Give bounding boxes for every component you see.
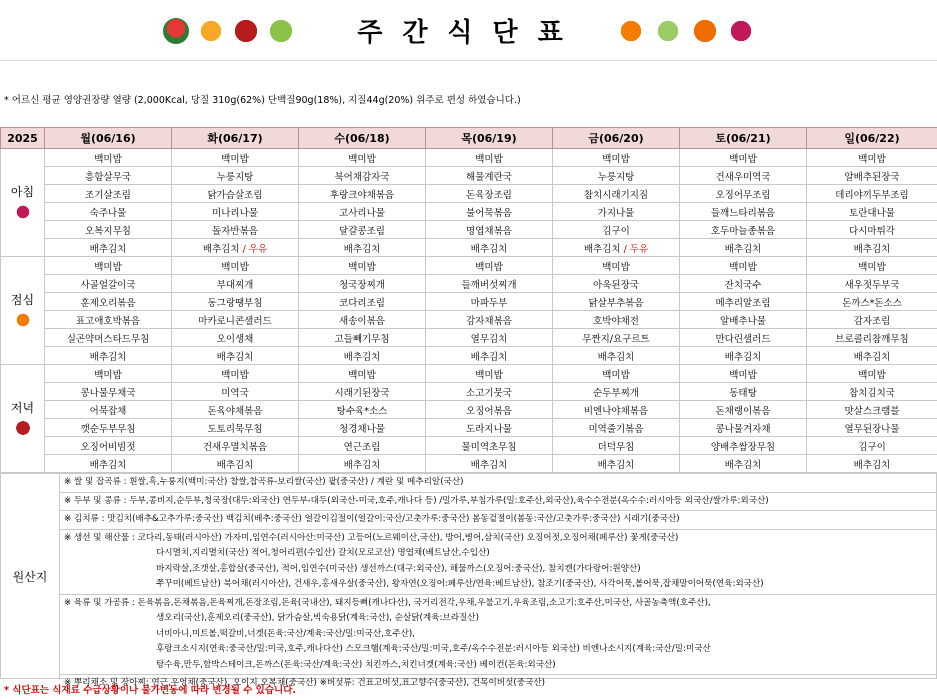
menu-cell: 백미밥 [299, 257, 426, 275]
menu-cell: 실곤약머스타드무침 [45, 329, 172, 347]
dish-name: 배추김치 [202, 243, 240, 255]
menu-row [1, 365, 937, 383]
menu-cell: 시래기된장국 [299, 383, 426, 401]
menu-cell: 연근조림 [299, 437, 426, 455]
menu-cell: 토란대나물 [807, 203, 937, 221]
menu-cell: 더덕무침 [553, 437, 680, 455]
menu-cell: 배추김치 [172, 347, 299, 365]
menu-cell: 배추김치 [45, 455, 172, 473]
day-header: 목(06/19) [426, 128, 553, 149]
menu-cell: 동태탕 [680, 383, 807, 401]
menu-cell: 알배추나물 [680, 311, 807, 329]
menu-cell: 후랑크야채볶음 [299, 185, 426, 203]
meal-label: 아침 [10, 184, 35, 199]
menu-cell: 다시마튀각 [807, 221, 937, 239]
day-header: 수(06/18) [299, 128, 426, 149]
menu-cell: 무짠지/요구르트 [553, 329, 680, 347]
separator: / [239, 243, 249, 255]
menu-cell: 새우젓두부국 [807, 275, 937, 293]
title-bar [0, 0, 937, 61]
menu-cell: 감자채볶음 [426, 311, 553, 329]
menu-cell: 비엔나야채볶음 [553, 401, 680, 419]
menu-cell: 해물계란국 [426, 167, 553, 185]
menu-cell: 데리야끼두부조림 [807, 185, 937, 203]
day-header: 일(06/22) [807, 128, 937, 149]
menu-cell: 마카로니콘샐러드 [172, 311, 299, 329]
menu-row [1, 275, 937, 293]
menu-cell: 탕수육*소스 [299, 401, 426, 419]
menu-cell: 배추김치 [45, 239, 172, 257]
menu-cell: 오복지무침 [45, 221, 172, 239]
menu-row [1, 167, 937, 185]
menu-cell: 알배추된장국 [807, 167, 937, 185]
menu-cell: 배추김치 [807, 455, 937, 473]
origin-line: ※ 김치류 : 맛김치(배추&고추가루:중국산) 백김치(배추:중국산) 얼갈이김절이(얼갈이:국산/고춧가루:중국산) 봄동겉절이(봄동:국산/고춧가루:중국산) 시래기(중국산) [64, 514, 680, 524]
origin-label: 원산지 [0, 473, 60, 679]
menu-cell: 백미밥 [553, 149, 680, 167]
origin-line: 생오리(국산),훈제오리(중국산), 닭가슴살,빅숙용닭(계육:국산), 순살닭(계육:브라질산) [156, 613, 479, 623]
menu-cell: 닭살부추볶음 [553, 293, 680, 311]
menu-cell: 표고애호박볶음 [45, 311, 172, 329]
menu-cell: 미역줄기볶음 [553, 419, 680, 437]
menu-cell: 오징어볶음 [426, 401, 553, 419]
origin-line: 후랑크소시지(연육:중국산/밀:미국,호주,캐나다산) 스모크햄(계육:국산/밀:미국,호주/옥수수전분:러시아등 외국산) 비엔나소시지(계육:국산/밀:미국산 [156, 644, 711, 654]
menu-cell: 백미밥 [426, 149, 553, 167]
raspberry-icon [728, 18, 754, 44]
menu-cell: 백미밥 [172, 149, 299, 167]
menu-cell: 동그랑땡부침 [172, 293, 299, 311]
grapes-icon [655, 18, 681, 44]
menu-cell: 백미밥 [426, 257, 553, 275]
menu-cell: 백미밥 [299, 149, 426, 167]
menu-cell: 호박야채전 [553, 311, 680, 329]
menu-cell: 물미역초무침 [426, 437, 553, 455]
dish-name: 배추김치 [583, 243, 621, 255]
menu-row [1, 401, 937, 419]
menu-cell: 백미밥 [680, 257, 807, 275]
origin-row [60, 530, 936, 595]
menu-row [1, 347, 937, 365]
menu-cell: 배추김치 [553, 455, 680, 473]
menu-cell: 배추김치 [299, 347, 426, 365]
menu-cell: 메추리알조림 [680, 293, 807, 311]
menu-cell: 김구이 [553, 221, 680, 239]
menu-row [1, 203, 937, 221]
menu-cell: 백미밥 [680, 365, 807, 383]
lime-icon [268, 18, 294, 44]
menu-cell: 코다리조림 [299, 293, 426, 311]
menu-cell: 순두부찌개 [553, 383, 680, 401]
menu-cell: 배추김치 [426, 239, 553, 257]
origin-line: 다시멸치,지리멸치(국산) 적어,청어리편(수입산) 갈치(모로코산) 명엽채(베트남산,수입산) [156, 548, 490, 558]
origin-line: ※ 두부 및 콩류 : 두부,콩비지,순두부,청국장(대두:외국산) 연두부-대두(외국산-미국,호주,캐나다 등) /밀가루,부침가루(밀:호주산,외국산),육수수전분(옥수수:러시아등 외국산/쌀가루:외국산) [64, 495, 769, 506]
day-header: 토(06/21) [680, 128, 807, 149]
day-header: 화(06/17) [172, 128, 299, 149]
menu-cell: 백미밥 [553, 365, 680, 383]
origin-row [60, 474, 936, 493]
menu-cell: 김구이 [807, 437, 937, 455]
raspberry-icon [15, 204, 31, 220]
menu-cell [553, 239, 680, 257]
meal-label-cell [1, 365, 45, 473]
orange-icon [692, 18, 718, 44]
menu-cell: 닭가슴살조림 [172, 185, 299, 203]
menu-cell: 조기살조림 [45, 185, 172, 203]
menu-cell: 고사리나물 [299, 203, 426, 221]
menu-row [1, 221, 937, 239]
menu-cell [172, 239, 299, 257]
menu-cell: 배추김치 [680, 347, 807, 365]
menu-cell: 오이생채 [172, 329, 299, 347]
menu-cell: 도토리묵무침 [172, 419, 299, 437]
menu-cell: 배추김치 [680, 239, 807, 257]
mango-icon [15, 312, 31, 328]
menu-cell: 호두마늘종볶음 [680, 221, 807, 239]
menu-cell: 도라지나물 [426, 419, 553, 437]
mango-icon [618, 18, 644, 44]
pomegranate-icon [233, 18, 259, 44]
menu-row [1, 437, 937, 455]
menu-cell: 흥함살무국 [45, 167, 172, 185]
origin-line: ※ 생선 및 해산물 : 코다리,동태(러시아산) 가자미,임연수(러시아산:미국산) 고등어(노르웨이산,국산), 방어,병어,삼치(국산) 오징어젓,오징어채(페루산) 꽃게(중국산) [64, 532, 679, 543]
menu-cell: 들깨느타리볶음 [680, 203, 807, 221]
nutrition-note: * 어르신 평균 영양권장량 열량 (2,000Kcal, 당질 310g(62%) 단백질90g(18%), 지질44g(20%) 위주로 편성 하였습니다.) [4, 95, 521, 106]
menu-cell: 백미밥 [426, 365, 553, 383]
menu-row [1, 149, 937, 167]
origin-line: ※ 쌀 및 잡곡류 : 흰쌀,흑,누룽지(백미:국산) 찹쌀,찹곡류-보리쌀(국산) 팥(중국산) / 계란 및 메추리알(국산) [64, 477, 464, 487]
menu-cell: 미역국 [172, 383, 299, 401]
menu-cell: 누룽지탕 [172, 167, 299, 185]
origin-line: 탕수육,만두,함박스테이크,돈까스(돈육:국산/계육:국산) 치킨까스,치킨너겟(계육:국산) 베이컨(돈육:외국산) [156, 659, 556, 670]
menu-cell: 배추김치 [680, 455, 807, 473]
menu-cell: 깻순두부무침 [45, 419, 172, 437]
menu-row [1, 239, 937, 257]
menu-cell: 참치시래기지짐 [553, 185, 680, 203]
menu-cell: 배추김치 [299, 455, 426, 473]
menu-cell: 아욱된장국 [553, 275, 680, 293]
menu-row [1, 293, 937, 311]
menu-row [1, 311, 937, 329]
menu-row [1, 329, 937, 347]
menu-table [0, 127, 937, 473]
footer-note: * 식단표는 식재료 수급상황이나 물가변동에 따라 변경될 수 있습니다. [4, 685, 296, 696]
menu-cell: 배추김치 [426, 455, 553, 473]
menu-cell: 콩나물겨자채 [680, 419, 807, 437]
menu-row [1, 455, 937, 473]
menu-cell: 양배추쌈장무침 [680, 437, 807, 455]
menu-cell: 돌자반볶음 [172, 221, 299, 239]
extra-item: 두유 [629, 243, 649, 255]
menu-row [1, 185, 937, 203]
menu-cell: 배추김치 [299, 239, 426, 257]
menu-row [1, 383, 937, 401]
menu-cell: 배추김치 [807, 347, 937, 365]
extra-item: 우유 [248, 243, 268, 255]
pomegranate-icon [15, 420, 31, 436]
menu-cell: 백미밥 [45, 365, 172, 383]
menu-cell: 열무된장나물 [807, 419, 937, 437]
menu-cell: 배추김치 [553, 347, 680, 365]
menu-cell: 어묵잡채 [45, 401, 172, 419]
menu-cell: 오징어비빔젓 [45, 437, 172, 455]
menu-cell: 백미밥 [680, 149, 807, 167]
header-row [1, 128, 937, 149]
menu-cell: 달걀콩조림 [299, 221, 426, 239]
menu-cell: 콩나물무채국 [45, 383, 172, 401]
origin-line: 바지락살,조갯살,홍합살(중국산), 적어,임연수(미국산) 생선까스(대구:외국산), 해물까스(오징어:중국산), 참치캔(가다랑어:원양산) [156, 563, 641, 574]
meal-label-cell [1, 149, 45, 257]
menu-cell: 백미밥 [807, 257, 937, 275]
day-header: 금(06/20) [553, 128, 680, 149]
origin-line: 너비아니,미트볼,떡갈비,너겟(돈육:국산/계육:국산/밀:미국산,호주산), [156, 628, 415, 639]
menu-cell: 백미밥 [172, 365, 299, 383]
menu-row [1, 419, 937, 437]
menu-cell: 백미밥 [299, 365, 426, 383]
watermelon-icon [163, 18, 189, 44]
menu-cell: 잔치국수 [680, 275, 807, 293]
menu-cell: 건새우미역국 [680, 167, 807, 185]
menu-cell: 브로콜리참깨무침 [807, 329, 937, 347]
menu-cell: 백미밥 [172, 257, 299, 275]
menu-cell: 불어묵볶음 [426, 203, 553, 221]
origin-row [60, 511, 936, 530]
meal-label: 저녁 [10, 400, 35, 415]
menu-cell: 북어채감자국 [299, 167, 426, 185]
menu-cell: 누룽지탕 [553, 167, 680, 185]
cherry-icon [198, 18, 224, 44]
menu-cell: 새송이볶음 [299, 311, 426, 329]
menu-cell: 소고기뭇국 [426, 383, 553, 401]
menu-cell: 감자조림 [807, 311, 937, 329]
menu-cell: 명엽채볶음 [426, 221, 553, 239]
origin-line: ※ 뿌리채소 및 장아찌: 연근,우엉채(중국산), 오이지,오복채(중국산) ※버섯류: 건표고버섯,표고향수(중국산), 건목이버섯(중국산) [64, 678, 546, 688]
origin-line: 쭈꾸미(베트남산) 북어채(러시아산), 건새우,홍새우살(중국산), 왕자연(오징어:페루산/연육:베트남산), 참조기(중국산), 사각어묵,볼어묵,잡채말이어묵(연육:외국산) [156, 579, 764, 589]
menu-row [1, 257, 937, 275]
menu-cell: 맛살스크램블 [807, 401, 937, 419]
meal-label-cell [1, 257, 45, 365]
menu-cell: 돈육장조림 [426, 185, 553, 203]
menu-cell: 배추김치 [172, 455, 299, 473]
menu-cell: 백미밥 [807, 365, 937, 383]
menu-cell: 배추김치 [45, 347, 172, 365]
menu-cell: 건새우멸치볶음 [172, 437, 299, 455]
menu-cell: 만다린샐러드 [680, 329, 807, 347]
origin-line: ※ 육류 및 가공류 : 돈육볶음,돈채볶음,돈육찌개,돈장조림,돈육(국내산), 돼지등뼈(캐나다산), 국거리전각,우채,우불고기,우육조림,소고기:호주산,미국산, 사골농축액(호주산), [64, 597, 711, 608]
menu-cell: 참치김치국 [807, 383, 937, 401]
origin-row [60, 493, 936, 512]
menu-cell: 열무김치 [426, 329, 553, 347]
menu-cell: 미나리나물 [172, 203, 299, 221]
menu-cell: 돈까스*돈소스 [807, 293, 937, 311]
menu-cell: 오징어무조림 [680, 185, 807, 203]
menu-cell: 청경채나물 [299, 419, 426, 437]
menu-cell: 백미밥 [553, 257, 680, 275]
origin-section [60, 473, 937, 688]
separator: / [620, 243, 630, 255]
menu-cell: 청국장찌개 [299, 275, 426, 293]
menu-cell: 사골얼갈이국 [45, 275, 172, 293]
menu-cell: 배추김치 [426, 347, 553, 365]
day-header: 월(06/16) [45, 128, 172, 149]
page-title: 주간식단표 [357, 18, 583, 48]
menu-cell: 돈채랭이볶음 [680, 401, 807, 419]
menu-cell: 백미밥 [45, 257, 172, 275]
menu-cell: 고들빼기무침 [299, 329, 426, 347]
menu-cell: 숙주나물 [45, 203, 172, 221]
menu-cell: 돈육야채볶음 [172, 401, 299, 419]
menu-cell: 배추김치 [807, 239, 937, 257]
menu-cell: 백미밥 [807, 149, 937, 167]
menu-cell: 부대찌개 [172, 275, 299, 293]
meal-label: 점심 [10, 292, 35, 307]
menu-cell: 백미밥 [45, 149, 172, 167]
menu-cell: 훈제오리볶음 [45, 293, 172, 311]
menu-cell: 마파두부 [426, 293, 553, 311]
year-cell: 2025 [1, 128, 45, 149]
origin-row [60, 595, 936, 676]
menu-cell: 들깨버섯찌개 [426, 275, 553, 293]
menu-cell: 가지나물 [553, 203, 680, 221]
